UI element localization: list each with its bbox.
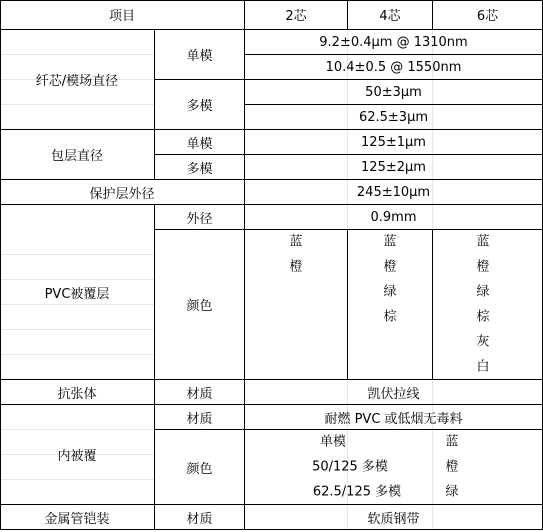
color-blue: 蓝 <box>476 234 490 250</box>
inner-sheath-color-values <box>245 430 543 505</box>
material-text: 材质 <box>186 511 213 527</box>
header-4-core <box>348 0 433 30</box>
header-item <box>0 0 245 30</box>
inner-sheath-material-value <box>245 405 543 430</box>
table-left-border <box>0 0 1 530</box>
multi-mode-text: 多模 <box>186 99 213 114</box>
fiber-core-label <box>0 30 155 130</box>
table-top-border <box>0 0 543 1</box>
armor-value <box>245 505 543 530</box>
color-blue: 蓝 <box>383 234 397 250</box>
coating-label <box>0 180 245 205</box>
value-text: 凯伏拉线 <box>367 386 420 402</box>
color-green: 绿 <box>476 284 490 300</box>
color-brown: 棕 <box>476 309 490 325</box>
cladding-multi-mode-label <box>155 155 245 180</box>
color-orange: 橙 <box>476 259 490 275</box>
fiber-core-single-mode-value-1 <box>245 30 543 55</box>
header-6-core-label: 6芯 <box>476 9 499 24</box>
color-blue: 蓝 <box>445 434 459 450</box>
value-text: 50±3μm <box>365 84 422 100</box>
pvc-color-4-core <box>348 230 433 380</box>
color-green: 绿 <box>445 484 459 500</box>
armor-label <box>0 505 155 530</box>
cladding-single-mode-label <box>155 130 245 155</box>
value-text: 245±10μm <box>356 184 431 200</box>
multi-mode-text: 多模 <box>186 161 213 177</box>
value-text: 耐燃 PVC 或低烟无毒料 <box>324 411 463 427</box>
inner-sheath-material-label <box>155 405 245 430</box>
pvc-color-2-core <box>245 230 348 380</box>
value-text: 10.4±0.5 @ 1550nm <box>325 59 462 75</box>
outer-diameter-text: 外径 <box>186 211 213 227</box>
material-text: 材质 <box>186 386 213 402</box>
inner-sheath-label-text: 内被覆 <box>57 449 97 464</box>
color-brown: 棕 <box>383 309 397 325</box>
pvc-color-6-core <box>433 230 543 380</box>
single-mode-text: 单模 <box>186 136 213 152</box>
color-orange: 橙 <box>289 259 303 275</box>
strength-member-label-text: 抗张体 <box>57 386 97 402</box>
pvc-outer-diameter-label <box>155 205 245 230</box>
cladding-label-text: 包层直径 <box>50 149 103 164</box>
single-mode-text: 单模 <box>186 49 213 64</box>
fiber-core-multi-mode-value-1 <box>245 80 543 105</box>
strength-member-material-label <box>155 380 245 405</box>
armor-label-text: 金属管铠装 <box>44 511 110 527</box>
value-text: 软质钢带 <box>367 511 420 527</box>
coating-value <box>245 180 543 205</box>
inner-sheath-type-50-125: 50/125 多模 <box>312 459 388 475</box>
header-2-core <box>245 0 348 30</box>
armor-material-label <box>155 505 245 530</box>
fiber-core-single-mode-value-2 <box>245 55 543 80</box>
inner-sheath-label <box>0 405 155 505</box>
cladding-label <box>0 130 155 180</box>
value-text: 62.5±3μm <box>358 109 429 125</box>
cladding-multi-mode-value <box>245 155 543 180</box>
material-text: 材质 <box>186 411 213 427</box>
value-text: 0.9mm <box>370 209 417 225</box>
header-item-label: 项目 <box>108 9 135 24</box>
inner-sheath-type-62-5-125: 62.5/125 多模 <box>312 484 402 500</box>
strength-member-value <box>245 380 543 405</box>
color-text: 颜色 <box>186 299 213 314</box>
pvc-color-label <box>155 230 245 380</box>
pvc-outer-diameter-value <box>245 205 543 230</box>
color-orange: 橙 <box>383 259 397 275</box>
fiber-core-multi-mode-label <box>155 80 245 130</box>
fiber-core-single-mode-label <box>155 30 245 80</box>
inner-sheath-color-label <box>155 430 245 505</box>
header-4-core-label: 4芯 <box>379 9 401 24</box>
color-white: 白 <box>476 359 490 375</box>
color-orange: 橙 <box>445 459 459 475</box>
color-green: 绿 <box>383 284 397 300</box>
pvc-jacket-label-text: PVC被覆层 <box>44 286 110 302</box>
value-text: 125±2μm <box>361 159 426 175</box>
header-2-core-label: 2芯 <box>285 9 307 24</box>
color-gray: 灰 <box>476 334 490 350</box>
value-text: 9.2±0.4μm @ 1310nm <box>319 34 468 50</box>
header-6-core <box>433 0 543 30</box>
color-text: 颜色 <box>186 461 213 477</box>
cladding-single-mode-value <box>245 130 543 155</box>
inner-sheath-type-single-mode: 单模 <box>319 434 347 450</box>
fiber-core-label-text: 纤芯/模场直径 <box>35 74 119 89</box>
value-text: 125±1μm <box>361 134 426 150</box>
color-blue: 蓝 <box>289 234 303 250</box>
coating-label-text: 保护层外径 <box>89 186 155 202</box>
strength-member-label <box>0 380 155 405</box>
pvc-jacket-label <box>0 205 155 380</box>
fiber-core-multi-mode-value-2 <box>245 105 543 130</box>
